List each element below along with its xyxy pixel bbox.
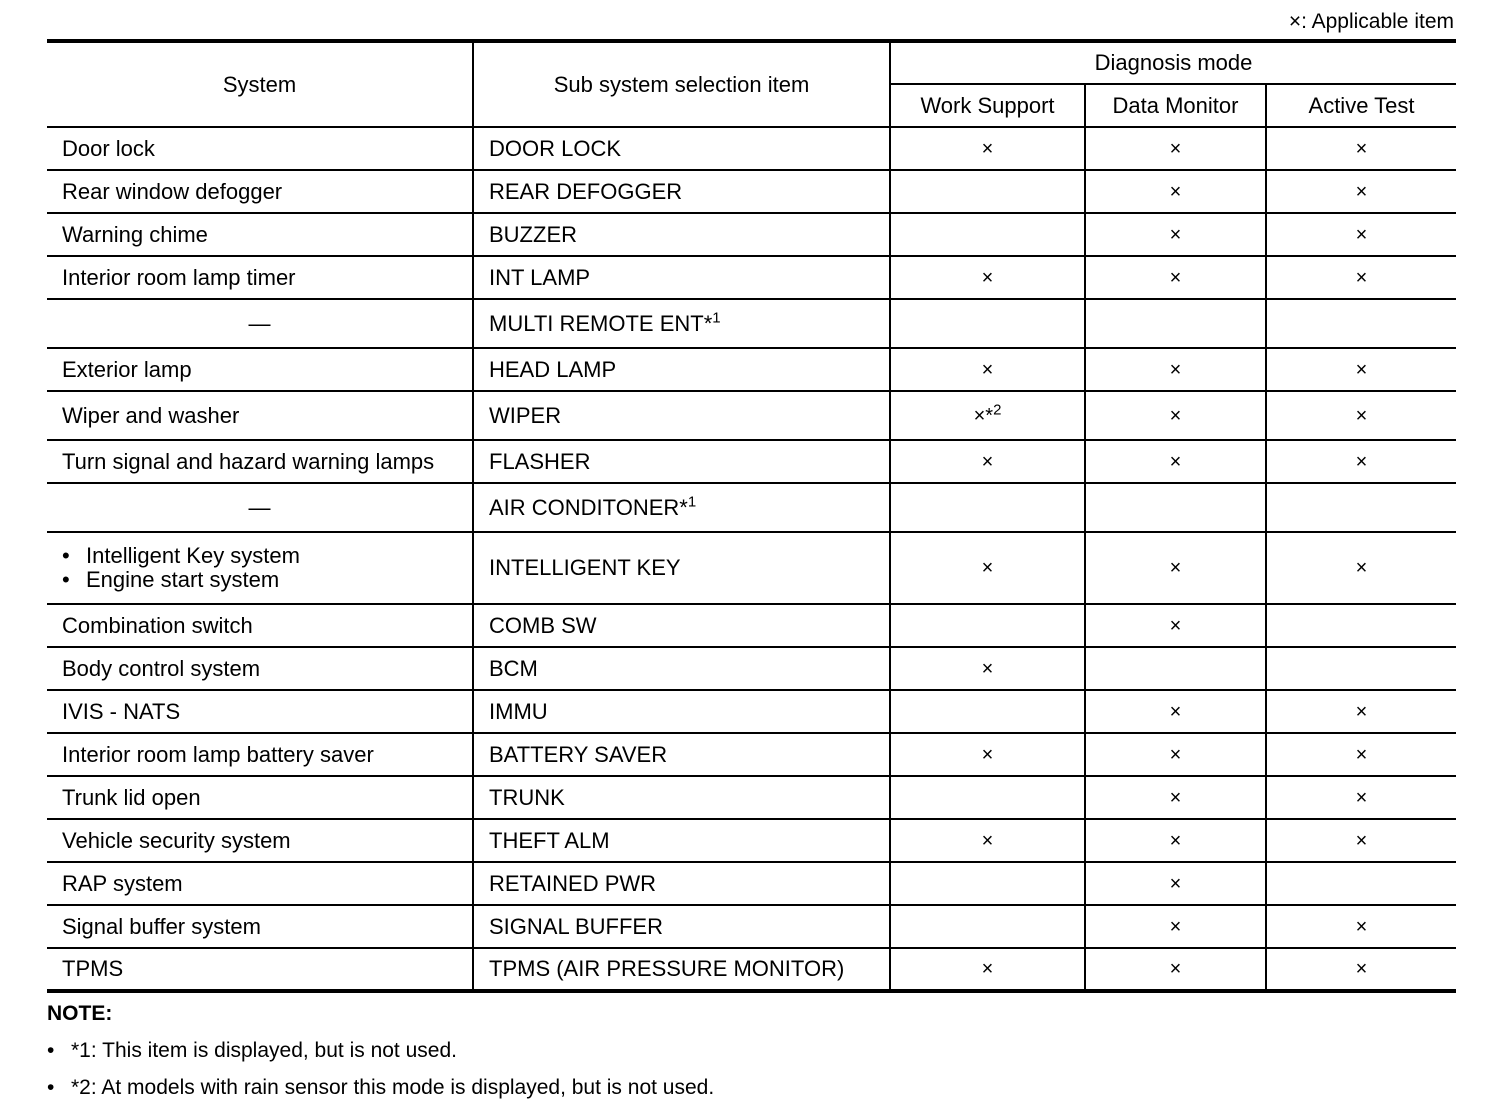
work-support-mark: × xyxy=(890,127,1085,170)
work-support-mark-text: ×* xyxy=(973,404,994,427)
active-test-mark xyxy=(1266,862,1456,905)
header-sub-system: Sub system selection item xyxy=(473,41,890,127)
footnote-ref: 1 xyxy=(712,309,721,327)
sub-system-text: AIR CONDITONER* xyxy=(489,494,688,520)
work-support-mark xyxy=(890,862,1085,905)
sub-system-cell: IMMU xyxy=(473,690,890,733)
table-row xyxy=(47,733,1456,776)
active-test-mark xyxy=(1266,647,1456,690)
work-support-mark: × xyxy=(890,948,1085,991)
table-row xyxy=(47,532,1456,604)
active-test-mark: × xyxy=(1266,733,1456,776)
system-cell: Body control system xyxy=(47,647,473,690)
data-monitor-mark: × xyxy=(1085,532,1266,604)
work-support-mark: × xyxy=(890,647,1085,690)
work-support-mark xyxy=(890,690,1085,733)
active-test-mark: × xyxy=(1266,348,1456,391)
sub-system-cell: REAR DEFOGGER xyxy=(473,170,890,213)
header-data-monitor: Data Monitor xyxy=(1085,84,1266,127)
note-item: • *2: At models with rain sensor this mode is displayed, but is not used. xyxy=(47,1076,714,1100)
system-cell: IVIS - NATS xyxy=(47,690,473,733)
data-monitor-mark: × xyxy=(1085,819,1266,862)
footnote-ref: 1 xyxy=(687,493,697,511)
sub-system-cell: BCM xyxy=(473,647,890,690)
work-support-mark xyxy=(890,604,1085,647)
table-row xyxy=(47,256,1456,299)
sub-system-cell: TRUNK xyxy=(473,776,890,819)
system-cell: Vehicle security system xyxy=(47,819,473,862)
table-row xyxy=(47,647,1456,690)
diagnosis-mode-table xyxy=(47,39,1456,993)
work-support-mark: × xyxy=(890,256,1085,299)
data-monitor-mark: × xyxy=(1085,170,1266,213)
data-monitor-mark: × xyxy=(1085,733,1266,776)
table-row xyxy=(47,776,1456,819)
data-monitor-mark: × xyxy=(1085,604,1266,647)
system-cell: RAP system xyxy=(47,862,473,905)
work-support-mark xyxy=(890,391,1085,440)
sub-system-cell: WIPER xyxy=(473,391,890,440)
work-support-mark xyxy=(890,170,1085,213)
work-support-mark: × xyxy=(890,348,1085,391)
active-test-mark: × xyxy=(1266,213,1456,256)
active-test-mark: × xyxy=(1266,690,1456,733)
data-monitor-mark: × xyxy=(1085,948,1266,991)
table-row xyxy=(47,440,1456,483)
sub-system-cell xyxy=(473,483,890,532)
system-cell: Signal buffer system xyxy=(47,905,473,948)
header-work-support: Work Support xyxy=(890,84,1085,127)
work-support-mark: × xyxy=(890,532,1085,604)
system-cell: Rear window defogger xyxy=(47,170,473,213)
header-diagnosis-mode: Diagnosis mode xyxy=(890,41,1456,84)
work-support-mark xyxy=(890,905,1085,948)
system-cell: TPMS xyxy=(47,948,473,991)
table-row xyxy=(47,905,1456,948)
work-support-mark xyxy=(890,483,1085,532)
work-support-mark: × xyxy=(890,819,1085,862)
data-monitor-mark: × xyxy=(1085,776,1266,819)
data-monitor-mark: × xyxy=(1085,127,1266,170)
active-test-mark: × xyxy=(1266,819,1456,862)
active-test-mark: × xyxy=(1266,905,1456,948)
data-monitor-mark: × xyxy=(1085,690,1266,733)
sub-system-cell: TPMS (AIR PRESSURE MONITOR) xyxy=(473,948,890,991)
data-monitor-mark xyxy=(1085,647,1266,690)
sub-system-cell: COMB SW xyxy=(473,604,890,647)
notes-title: NOTE: xyxy=(47,1002,113,1025)
data-monitor-mark: × xyxy=(1085,905,1266,948)
table-row xyxy=(47,299,1456,348)
notes-section xyxy=(47,1002,714,1113)
table-row xyxy=(47,819,1456,862)
system-cell xyxy=(47,532,473,604)
table-row xyxy=(47,948,1456,991)
system-cell: Combination switch xyxy=(47,604,473,647)
active-test-mark: × xyxy=(1266,391,1456,440)
system-bullet-list xyxy=(62,544,457,592)
table-row xyxy=(47,348,1456,391)
system-cell: Exterior lamp xyxy=(47,348,473,391)
active-test-mark: × xyxy=(1266,948,1456,991)
applicable-item-legend: ×: Applicable item xyxy=(1288,10,1454,33)
data-monitor-mark: × xyxy=(1085,256,1266,299)
sub-system-cell: SIGNAL BUFFER xyxy=(473,905,890,948)
system-cell: Turn signal and hazard warning lamps xyxy=(47,440,473,483)
sub-system-cell: BATTERY SAVER xyxy=(473,733,890,776)
system-bullet-item: • Intelligent Key system xyxy=(62,544,457,568)
data-monitor-mark: × xyxy=(1085,348,1266,391)
work-support-mark: × xyxy=(890,733,1085,776)
work-support-mark xyxy=(890,776,1085,819)
active-test-mark: × xyxy=(1266,532,1456,604)
sub-system-text: MULTI REMOTE ENT* xyxy=(489,310,713,336)
sub-system-cell: BUZZER xyxy=(473,213,890,256)
table-row xyxy=(47,690,1456,733)
active-test-mark xyxy=(1266,604,1456,647)
sub-system-cell: DOOR LOCK xyxy=(473,127,890,170)
table-row xyxy=(47,483,1456,532)
system-cell: Wiper and washer xyxy=(47,391,473,440)
active-test-mark: × xyxy=(1266,170,1456,213)
work-support-mark xyxy=(890,299,1085,348)
sub-system-cell: INTELLIGENT KEY xyxy=(473,532,890,604)
table-row xyxy=(47,391,1456,440)
work-support-mark xyxy=(890,213,1085,256)
table-row xyxy=(47,213,1456,256)
note-item: • *1: This item is displayed, but is not used. xyxy=(47,1039,714,1063)
system-cell: Trunk lid open xyxy=(47,776,473,819)
system-cell: Interior room lamp timer xyxy=(47,256,473,299)
sub-system-cell: INT LAMP xyxy=(473,256,890,299)
sub-system-cell xyxy=(473,299,890,348)
system-cell: Door lock xyxy=(47,127,473,170)
system-cell: Interior room lamp battery saver xyxy=(47,733,473,776)
table-row xyxy=(47,127,1456,170)
system-cell: — xyxy=(47,483,473,532)
sub-system-cell: RETAINED PWR xyxy=(473,862,890,905)
data-monitor-mark xyxy=(1085,299,1266,348)
active-test-mark: × xyxy=(1266,127,1456,170)
header-active-test: Active Test xyxy=(1266,84,1456,127)
active-test-mark: × xyxy=(1266,776,1456,819)
data-monitor-mark: × xyxy=(1085,391,1266,440)
system-cell: — xyxy=(47,299,473,348)
data-monitor-mark xyxy=(1085,483,1266,532)
active-test-mark xyxy=(1266,299,1456,348)
work-support-mark: × xyxy=(890,440,1085,483)
active-test-mark: × xyxy=(1266,440,1456,483)
header-system: System xyxy=(47,41,473,127)
active-test-mark xyxy=(1266,483,1456,532)
system-bullet-item: • Engine start system xyxy=(62,568,457,592)
system-cell: Warning chime xyxy=(47,213,473,256)
table-row xyxy=(47,604,1456,647)
footnote-ref: 2 xyxy=(993,400,1002,418)
sub-system-cell: HEAD LAMP xyxy=(473,348,890,391)
sub-system-cell: FLASHER xyxy=(473,440,890,483)
data-monitor-mark: × xyxy=(1085,440,1266,483)
table-row xyxy=(47,862,1456,905)
data-monitor-mark: × xyxy=(1085,213,1266,256)
data-monitor-mark: × xyxy=(1085,862,1266,905)
active-test-mark: × xyxy=(1266,256,1456,299)
table-row xyxy=(47,170,1456,213)
sub-system-cell: THEFT ALM xyxy=(473,819,890,862)
